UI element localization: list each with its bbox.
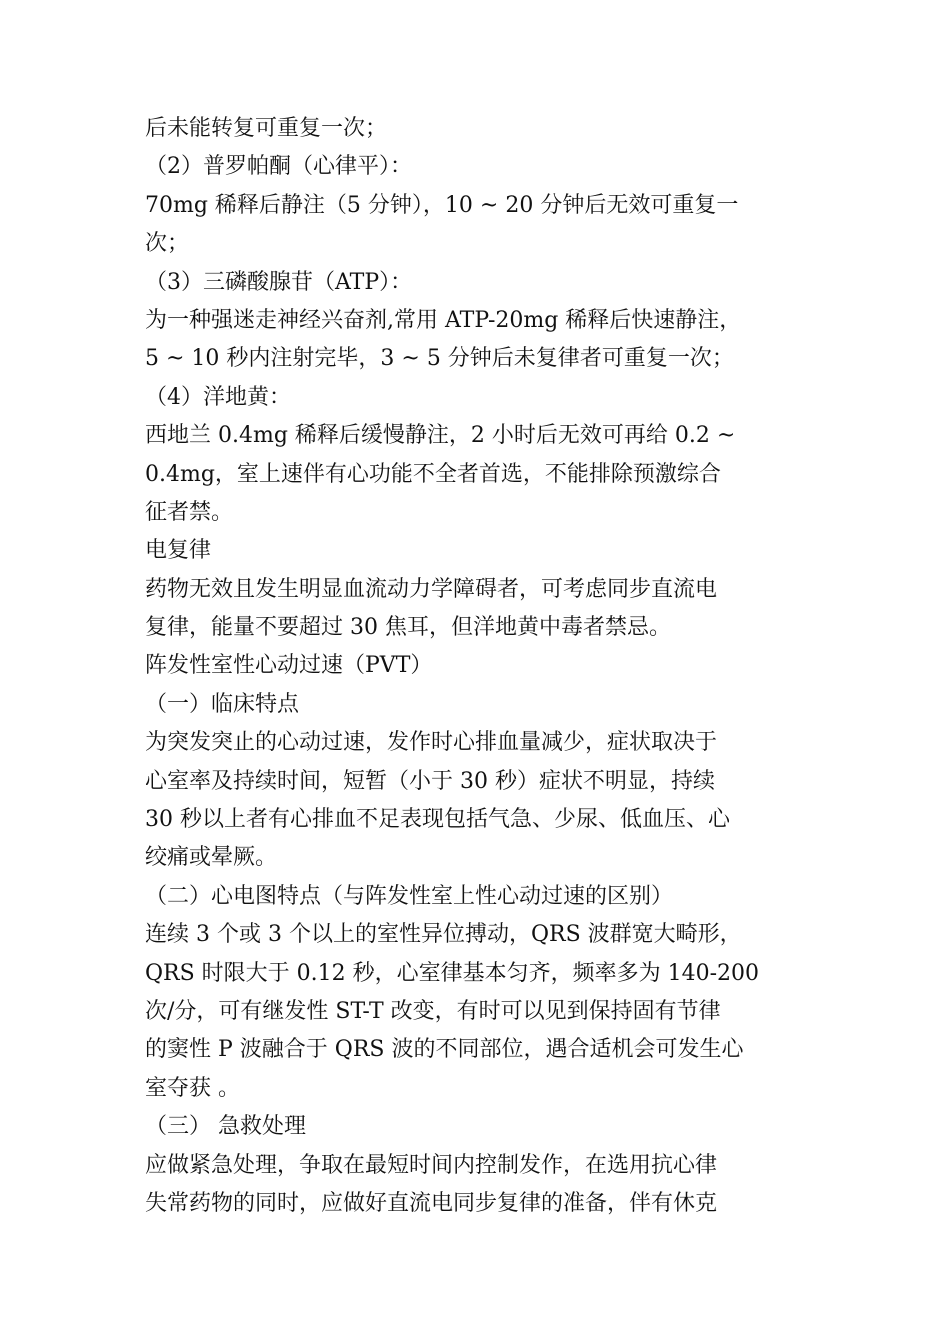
text-line: 室夺获 。 — [145, 1075, 240, 1101]
text-line: 绞痛或晕厥。 — [145, 845, 278, 871]
text-line: 的窦性 P 波融合于 QRS 波的不同部位，遇合适机会可发生心 — [145, 1037, 744, 1063]
text-line: （4）洋地黄： — [145, 384, 291, 410]
section-heading: 阵发性室性心动过速（PVT） — [145, 653, 433, 679]
text-line: 西地兰 0.4mg 稀释后缓慢静注，2 小时后无效可再给 0.2 ~ — [145, 423, 736, 449]
text-line: 连续 3 个或 3 个以上的室性异位搏动，QRS 波群宽大畸形， — [145, 922, 742, 948]
text-line: 为一种强迷走神经兴奋剂,常用 ATP-20mg 稀释后快速静注， — [145, 307, 742, 333]
text-line: 药物无效且发生明显血流动力学障碍者，可考虑同步直流电 — [145, 576, 718, 602]
text-line: （3）三磷酸腺苷（ATP）： — [145, 269, 413, 295]
document-body — [145, 110, 815, 1223]
text-line: 70mg 稀释后静注（5 分钟），10 ~ 20 分钟后无效可重复一 — [145, 192, 739, 218]
text-line: 失常药物的同时，应做好直流电同步复律的准备，伴有休克 — [145, 1190, 718, 1216]
section-heading: 电复律 — [145, 538, 212, 564]
subsection-heading: （二）心电图特点（与阵发性室上性心动过速的区别） — [145, 883, 674, 909]
text-line: 后未能转复可重复一次； — [145, 116, 388, 141]
text-line: 5 ~ 10 秒内注射完毕，3 ~ 5 分钟后未复律者可重复一次； — [145, 346, 734, 372]
text-line: 心室率及持续时间，短暂（小于 30 秒）症状不明显，持续 — [145, 768, 715, 794]
text-line: 次/分，可有继发性 ST-T 改变，有时可以见到保持固有节律 — [145, 998, 721, 1024]
subsection-heading: （一）临床特点 — [145, 691, 300, 717]
subsection-heading: （三） 急救处理 — [145, 1114, 306, 1140]
text-line: 次； — [145, 231, 190, 257]
text-line: （2）普罗帕酮（心律平）： — [145, 154, 412, 180]
text-line: 为突发突止的心动过速，发作时心排血量减少，症状取决于 — [145, 730, 718, 756]
text-line: 应做紧急处理，争取在最短时间内控制发作，在选用抗心律 — [145, 1152, 718, 1178]
text-line: 征者禁。 — [145, 499, 234, 525]
text-line: 0.4mg，室上速伴有心功能不全者首选，不能排除预激综合 — [145, 461, 721, 487]
text-line: 复律，能量不要超过 30 焦耳，但洋地黄中毒者禁忌。 — [145, 615, 671, 641]
text-line: 30 秒以上者有心排血不足表现包括气急、少尿、低血压、心 — [145, 807, 730, 833]
text-line: QRS 时限大于 0.12 秒，心室律基本匀齐，频率多为 140-200 — [145, 960, 760, 986]
